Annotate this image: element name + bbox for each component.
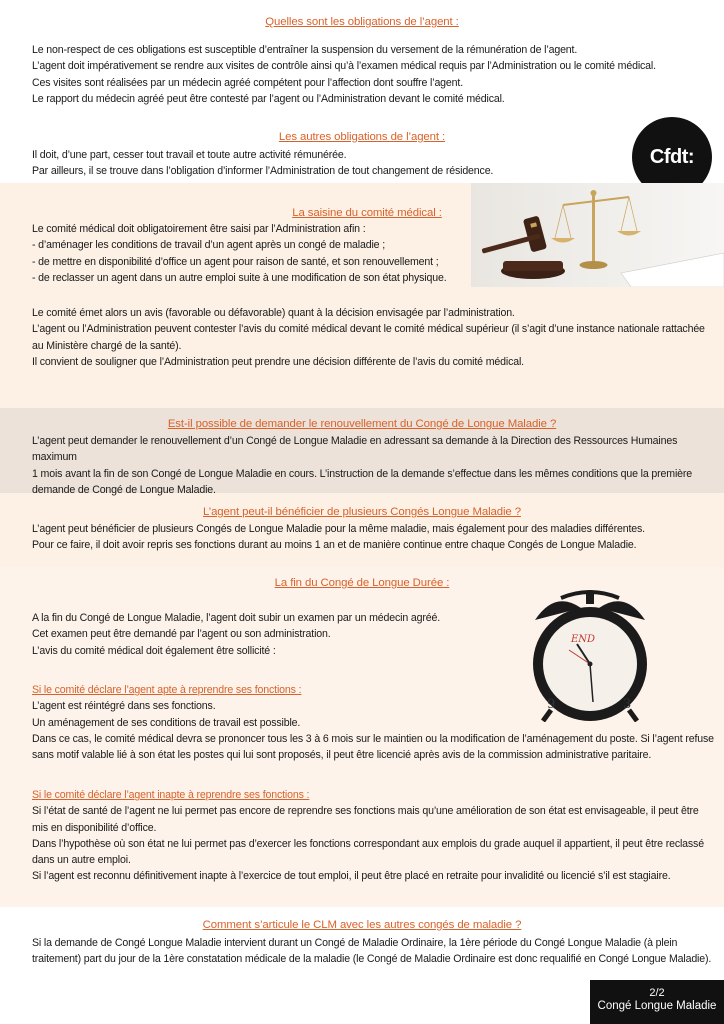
text-line: Le rapport du médecin agréé peut être contesté par l’agent ou l’Administration devant le comité médical.	[32, 92, 505, 105]
text-line: Le comité médical doit obligatoirement être saisi par l’Administration afin :	[32, 223, 366, 235]
text-line: L’agent peut demander le renouvellement d’un Congé de Longue Maladie en adressant sa demande à la Direction des Ressources Humaines maximum	[32, 435, 678, 464]
text-line: Il convient de souligner que l’Administration peut prendre une décision différente de l’avis du comité médical.	[32, 355, 524, 368]
text-line: Par ailleurs, il se trouve dans l’obligation d’informer l’Administration de tout changement de résidence.	[32, 165, 494, 178]
text-line: L’agent peut bénéficier de plusieurs Congés de Longue Maladie pour la même maladie, mais également pour des maladies différentes.	[32, 523, 645, 535]
text-line: Pour ce faire, il doit avoir repris ses fonctions durant au moins 1 an et de manière continue entre chaque Congés de Longue Maladie.	[32, 539, 637, 552]
section-title-autres: Les autres obligations de l’agent :	[278, 131, 446, 143]
text-line: Le non-respect de ces obligations est susceptible d’entraîner la suspension du versement de la rémunération de l’agent.	[32, 44, 578, 56]
section-title-saisine: La saisine du comité médical :	[292, 207, 442, 219]
text-line: L’agent ou l’Administration peuvent contester l’avis du comité médical devant le comité médical supérieur (il s’agit d’une instance nationale rattachée	[32, 323, 705, 336]
section-title-plusieurs: L’agent peut-il bénéficier de plusieurs Congés Longue Maladie ?	[203, 506, 521, 518]
text-line: L’avis du comité médical doit également être sollicité :	[32, 644, 276, 657]
text-line: Un aménagement de ses conditions de travail est possible.	[32, 716, 301, 729]
text-line: Si l’état de santé de l’agent ne lui permet pas encore de reprendre ses fonctions mais qu’une amélioration de son état est envisageable, il peut être	[32, 805, 699, 818]
text-line: Le comité émet alors un avis (favorable ou défavorable) quant à la décision envisagée par l’administration.	[32, 307, 515, 319]
text-line: A la fin du Congé de Longue Maladie, l’agent doit subir un examen par un médecin agréé.	[32, 612, 441, 624]
fin-inapte-text	[32, 787, 704, 885]
text-line: 1 mois avant la fin de son Congé de Longue Maladie en cours. L’instruction de la demande s’effectue dans les mêmes conditions que la première	[32, 467, 693, 480]
plusieurs-text	[32, 521, 645, 554]
text-line: - de mettre en disponibilité d’office un agent pour raison de santé, et son renouvellement ;	[32, 255, 439, 268]
text-line: mis en disponibilité d’office.	[32, 821, 157, 834]
saisine-text	[32, 221, 447, 286]
alarm-clock-image	[525, 590, 655, 722]
text-line: - d’aménager les conditions de travail d’un agent après un congé de maladie ;	[32, 239, 385, 252]
text-line: Cet examen peut être demandé par l’agent ou son administration.	[32, 628, 331, 641]
autres-text	[32, 147, 493, 180]
section-title-articule: Comment s’articule le CLM avec les autres congés de maladie ?	[202, 919, 522, 931]
subheading-inapte: Si le comité déclare l’agent inapte à reprendre ses fonctions :	[32, 789, 310, 801]
text-line: - de reclasser un agent dans un autre emploi suite à une modification de son état physique.	[32, 271, 447, 284]
text-line: L’agent doit impérativement se rendre aux visites de contrôle ainsi qu’à l’examen médical requis par l’Administration ou le comité médical.	[32, 60, 656, 73]
section-title-obligations: Quelles sont les obligations de l’agent :	[265, 16, 459, 28]
text-line: Dans ce cas, le comité médical devra se prononcer tous les 3 à 6 mois sur le maintien ou la modification de l’aménagement du poste. Si l’agent refuse	[32, 732, 714, 745]
saisine-text-2	[32, 305, 705, 370]
section-title-fin: La fin du Congé de Longue Durée :	[274, 577, 450, 589]
clock-num-3: 3	[623, 697, 632, 712]
section-title-renouvellement: Est-il possible de demander le renouvellement du Congé de Longue Maladie ?	[167, 418, 557, 430]
obligations-text	[32, 42, 656, 107]
text-line: demande de Congé de Longue Maladie.	[32, 483, 216, 496]
subheading-apte: Si le comité déclare l’agent apte à reprendre ses fonctions :	[32, 684, 302, 696]
text-line: au Ministère chargé de la santé).	[32, 339, 182, 352]
text-line: dans un autre emploi.	[32, 854, 131, 867]
text-line: Si l’agent est reconnu définitivement inapte à l’exercice de tout emploi, il peut être placé en retraite pour invalidité ou licencié s’il est stagiaire.	[32, 870, 671, 883]
text-line: Il doit, d’une part, cesser tout travail et toute autre activité rémunérée.	[32, 149, 347, 161]
clock-end-label: END	[571, 634, 596, 645]
justice-scales-image	[471, 183, 724, 287]
text-line: Si la demande de Congé Longue Maladie intervient durant un Congé de Maladie Ordinaire, la 1ère période du Congé Longue Maladie (à plein	[32, 937, 678, 949]
fin-intro-text	[32, 610, 440, 659]
logo-text: Cfdt:	[649, 145, 695, 168]
text-line: sans motif valable lié à son état les postes qui lui sont proposés, il peut être licencié après avis de la commission administrative paritaire.	[32, 749, 652, 762]
page-number: 2/2	[649, 987, 665, 999]
clock-num-9: 9	[547, 697, 556, 712]
renouvellement-text	[32, 433, 724, 498]
articule-text	[32, 935, 711, 968]
text-line: traitement) part du jour de la 1ère constatation médicale de la maladie (le Congé de Maladie Ordinaire est donc requalifié en Congé Longue Maladie).	[32, 953, 712, 966]
text-line: L’agent est réintégré dans ses fonctions.	[32, 700, 216, 713]
text-line: Dans l’hypothèse où son état ne lui permet pas d’exercer les fonctions correspondant aux emplois du grade auquel il appartient, il peut être reclassé	[32, 837, 704, 850]
page-footer	[590, 980, 724, 1024]
text-line: Ces visites sont réalisées par un médecin agréé compétent pour l’affection dont souffre l’agent.	[32, 76, 463, 89]
footer-label: Congé Longue Maladie	[597, 1000, 717, 1012]
